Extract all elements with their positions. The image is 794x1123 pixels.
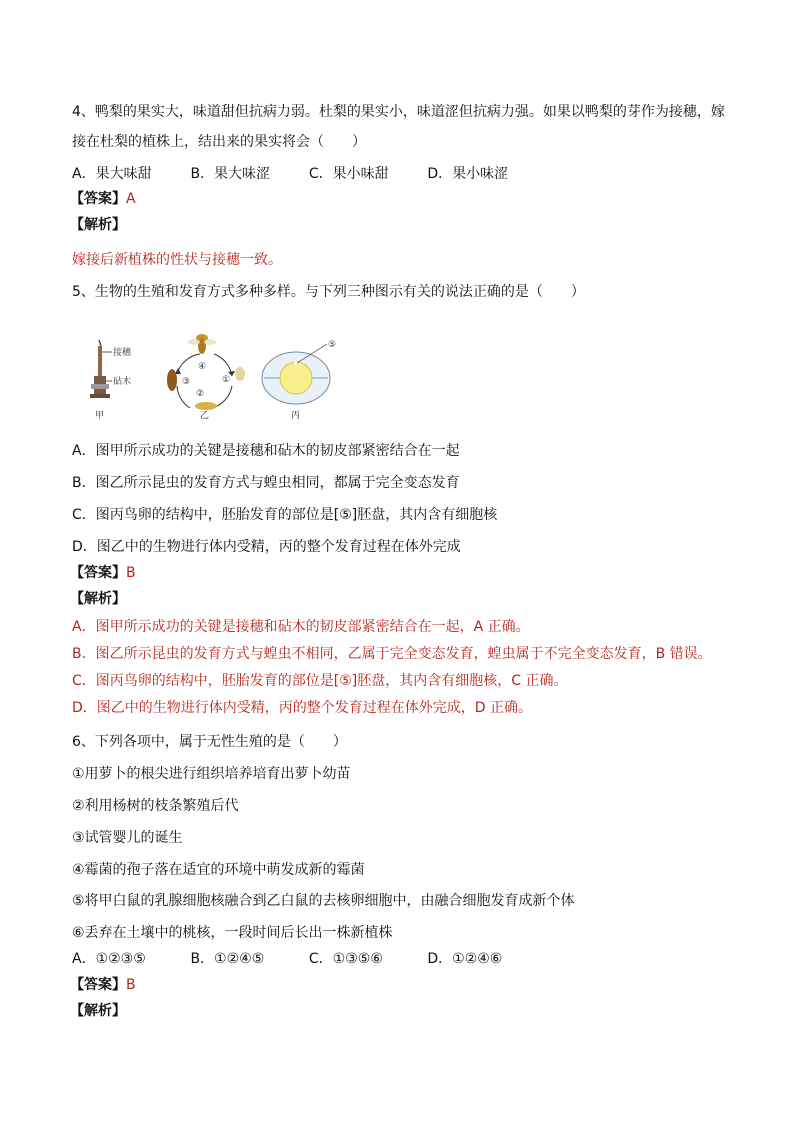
- answer-label: 【答案】: [70, 565, 126, 581]
- q6-option-d: D．①②④⑥: [427, 951, 503, 967]
- q6-item-3: ③试管婴儿的诞生: [72, 830, 183, 846]
- q5-answer: [70, 563, 136, 583]
- q6-item-6: ⑥丢弃在土壤中的桃核，一段时间后长出一株新植株: [72, 925, 393, 941]
- figure-bird-egg: [262, 340, 336, 421]
- answer-label: 【答案】: [70, 977, 126, 993]
- label-n3: ③: [182, 377, 191, 387]
- q5-figure: [82, 334, 352, 426]
- label-rootstock: 砧木: [113, 377, 132, 387]
- label-scion: 接穗: [113, 348, 132, 358]
- q4-answer: [70, 189, 136, 209]
- q4-stem-line1: 4、鸭梨的果实大，味道甜但抗病力弱。杜梨的果实小，味道涩但抗病力强。如果以鸭梨的芽作为接穗，嫁: [72, 104, 725, 120]
- q4-option-a: A．果大味甜: [72, 166, 152, 182]
- q5-option-b: B．图乙所示昆虫的发育方式与蝗虫相同，都属于完全变态发育: [72, 475, 460, 491]
- q6-options: [72, 949, 502, 969]
- q4-option-b: B．果大味涩: [190, 166, 271, 182]
- q5-option-a: A．图甲所示成功的关键是接穗和砧木的韧皮部紧密结合在一起: [72, 443, 460, 459]
- q5-analysis-d: D．图乙中的生物进行体内受精，丙的整个发育过程在体外完成，D 正确。: [72, 700, 533, 716]
- q6-analysis-label: 【解析】: [70, 1003, 126, 1019]
- label-n5: ⑤: [328, 340, 337, 350]
- q4-option-d: D．果小味涩: [427, 166, 509, 182]
- answer-value: A: [126, 191, 136, 207]
- label-n4: ④: [198, 362, 207, 372]
- label-n2: ②: [196, 389, 205, 399]
- q4-options: [72, 164, 508, 184]
- q6-option-c: C．①③⑤⑥: [308, 951, 383, 967]
- q6-option-a: A．①②③⑤: [72, 951, 146, 967]
- q5-analysis-b: B．图乙所示昆虫的发育方式与蝗虫不相同，乙属于完全变态发育，蝗虫属于不完全变态发育，B 错误。: [72, 646, 712, 662]
- q6-item-4: ④霉菌的孢子落在适宜的环境中萌发成新的霉菌: [72, 862, 365, 878]
- q4-stem-line2: 接在杜梨的植株上，结出来的果实将会（ ）: [72, 134, 366, 150]
- q6-item-2: ②利用杨树的枝条繁殖后代: [72, 798, 239, 814]
- q5-analysis-label: 【解析】: [70, 591, 126, 607]
- figure-grafting: [90, 340, 132, 421]
- q6-answer: [70, 975, 136, 995]
- q6-stem: 6、下列各项中，属于无性生殖的是（ ）: [72, 734, 347, 750]
- answer-label: 【答案】: [70, 191, 126, 207]
- q6-item-1: ①用萝卜的根尖进行组织培养培育出萝卜幼苗: [72, 766, 351, 782]
- q4-option-c: C．果小味甜: [308, 166, 389, 182]
- q4-analysis-label: 【解析】: [70, 217, 126, 233]
- q4-analysis: 嫁接后新植株的性状与接穗一致。: [72, 252, 282, 268]
- figure-life-cycle: [167, 334, 245, 421]
- q6-option-b: B．①②④⑤: [190, 951, 265, 967]
- label-n1: ①: [222, 375, 231, 385]
- answer-value: B: [126, 565, 136, 581]
- q5-option-c: C．图丙鸟卵的结构中，胚胎发育的部位是[⑤]胚盘，其内含有细胞核: [72, 507, 498, 523]
- q5-option-d: D．图乙中的生物进行体内受精，丙的整个发育过程在体外完成: [72, 539, 461, 555]
- q5-figure-svg: [82, 334, 352, 426]
- label-yi: 乙: [200, 411, 210, 421]
- label-jia: 甲: [95, 411, 105, 421]
- label-bing: 丙: [291, 411, 301, 421]
- answer-value: B: [126, 977, 136, 993]
- q5-analysis-a: A．图甲所示成功的关键是接穗和砧木的韧皮部紧密结合在一起，A 正确。: [72, 619, 530, 635]
- q5-stem: 5、生物的生殖和发育方式多种多样。与下列三种图示有关的说法正确的是（ ）: [72, 284, 585, 300]
- q6-item-5: ⑤将甲白鼠的乳腺细胞核融合到乙白鼠的去核卵细胞中，由融合细胞发育成新个体: [72, 893, 575, 909]
- q5-analysis-c: C．图丙鸟卵的结构中，胚胎发育的部位是[⑤]胚盘，其内含有细胞核，C 正确。: [72, 673, 568, 689]
